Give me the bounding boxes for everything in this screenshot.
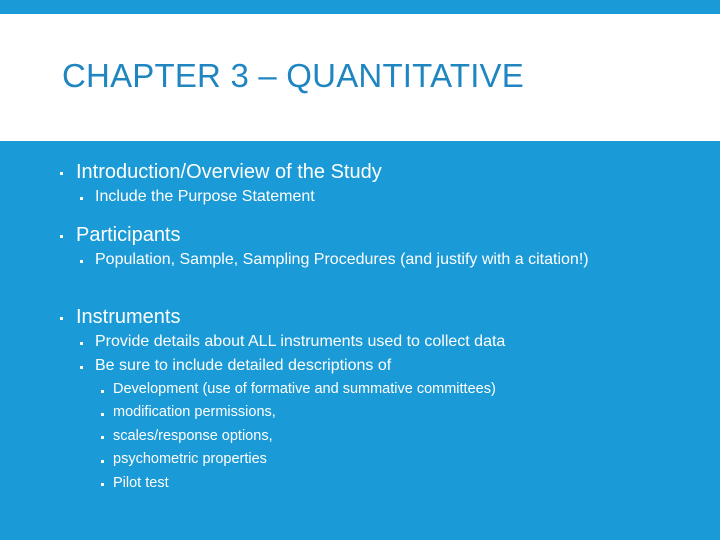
outline-detail-scales: scales/response options, [113,428,273,444]
bullet-icon [80,197,83,200]
outline-item-instruments: Instruments [76,306,181,328]
outline-item-introduction: Introduction/Overview of the Study [76,161,382,183]
bullet-icon [101,390,104,393]
outline-subitem-purpose: Include the Purpose Statement [95,188,315,205]
bullet-icon [101,483,104,486]
outline-detail-pilot: Pilot test [113,475,169,491]
outline-detail-psychometric: psychometric properties [113,451,267,467]
outline-item-participants: Participants [76,224,181,246]
bullet-icon [80,366,83,369]
outline-detail-development: Development (use of formative and summative committees) [113,381,496,397]
bullet-icon [60,317,63,320]
slide-body [0,141,720,540]
slide-title: CHAPTER 3 – QUANTITATIVE [62,57,524,94]
outline-subitem-descriptions: Be sure to include detailed descriptions of [95,357,392,374]
bullet-icon [60,235,63,238]
outline-detail-modification: modification permissions, [113,404,276,420]
bullet-icon [60,172,63,175]
bullet-icon [101,413,104,416]
bullet-icon [101,436,104,439]
bullet-icon [80,260,83,263]
top-accent-strip [0,0,720,14]
bullet-icon [80,342,83,345]
outline-subitem-details: Provide details about ALL instruments used to collect data [95,333,506,350]
outline-subitem-population: Population, Sample, Sampling Procedures (and justify with a citation!) [95,251,589,268]
bullet-icon [101,460,104,463]
